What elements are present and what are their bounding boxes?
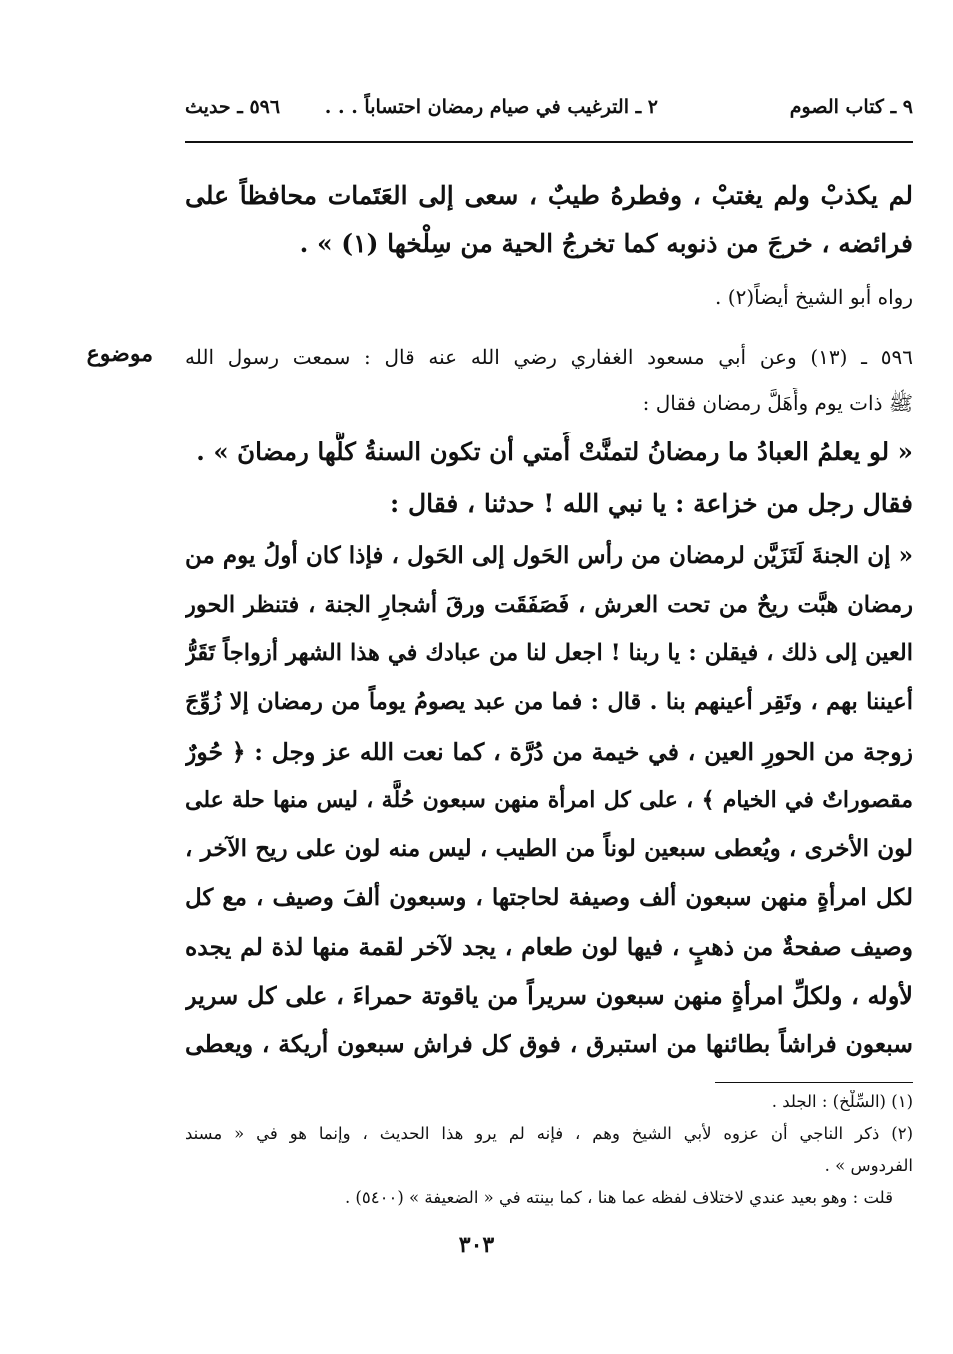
body-line: لون الأخرى ، ويُعطى سبعين لوناً من الطيب ، ليس منه لون على ريح الآخر ، <box>185 835 913 862</box>
hadith-opening-line: ٥٩٦ ـ (١٣) وعن أبي مسعود الغفاري رضي الله عنه قال : سمعت رسول الله <box>185 345 913 369</box>
body-line: العين إلى ذلك ، فيقلن : يا ربنا ! اجعل لنا من عبادك في هذا الشهر أزواجاً تَقَرُّ <box>185 640 913 666</box>
header-hadith-number: ٥٩٦ ـ حديث <box>185 96 281 118</box>
body-line: زوجة من الحورِ العين ، في خيمة من دُرَّة ، كما نعت الله عز وجل : ﴿ حُورٌ <box>185 738 913 766</box>
body-line: أعيننا بهم ، وتَقِر أعينهم بنا . قال : فما من عبد يصومُ يوماً من رمضان إلا زُوِّجَ <box>185 689 913 715</box>
header-rule <box>185 141 913 143</box>
hadith-grade-label: موضوع <box>86 341 153 367</box>
running-header <box>185 96 913 128</box>
body-line: مقصوراتٌ في الخيام ﴾ ، على كل امرأة منهن سبعون حُلَّة ، ليس منها حلة على <box>185 787 913 813</box>
body-line: لكل امرأةٍ منهن سبعون ألف وصيفة لحاجتها ، وسبعون ألفَ وصيف ، مع كل <box>185 884 913 911</box>
attribution-line: رواه أبو الشيخ أيضاً(٢) . <box>715 285 913 309</box>
body-line: سبعون فراشاً بطائنها من استبرق ، فوق كل فراش سبعون أريكة ، ويعطى <box>185 1030 913 1058</box>
body-line: « لو يعلمُ العبادُ ما رمضانُ لتمنَّتْ أُمتي أن تكون السنةُ كلُّها رمضانَ » . <box>196 437 913 466</box>
header-chapter-title: ٢ ـ الترغيب في صيام رمضان احتساباً . . . <box>324 96 658 118</box>
body-line: لأوله ، ولكلِّ امرأةٍ منهن سبعون سريراً من ياقوتة حمراءَ ، على كل سرير <box>185 981 913 1010</box>
footnote-1: (١) (السِّلْخ) : الجلد . <box>771 1092 913 1111</box>
body-line: فرائضه ، خرجَ من ذنوبه كما تخرجُ الحية من سِلْخها (١) » . <box>299 229 913 258</box>
body-line: فقال رجل من خزاعة : يا نبي الله ! حدثنا ، فقال : <box>390 489 913 518</box>
footnote-rule <box>715 1082 913 1083</box>
footnote-2: (٢) ذكر الناجي أن عزوه لأبي الشيخ وهم ، فإنه لم يرو هذا الحديث ، وإنما هو في « مسند <box>185 1124 913 1143</box>
body-line: وصيف صفحةٌ من ذهبٍ ، فيها لون طعام ، يجد لآخر لقمة منها لذة لم يجده <box>185 933 913 961</box>
header-book-title: ٩ ـ كتاب الصوم <box>789 96 913 118</box>
page-number: ٣٠٣ <box>458 1232 495 1258</box>
body-line: لم يكذبْ ولم يغتبْ ، وفطرهُ طيبٌ ، سعى إلى العَتَمات محافظاً على <box>185 181 913 210</box>
body-line: ﷺ ذات يوم وأَهَلَّ رمضان فقال : <box>642 391 913 415</box>
body-line: « إن الجنةَ لَتَزَيَّن لرمضان من رأس الحَول إلى الحَول ، فإذا كان أولُ يوم من <box>185 542 913 569</box>
footnote-2-continued: الفردوس » . <box>824 1156 913 1175</box>
body-line: رمضان هبَّت ريحٌ من تحت العرش ، فَصَفَقَت ورقَ أشجارِ الجنة ، فتنظر الحور <box>185 592 913 618</box>
author-comment: قلت : وهو بعيد عندي لاختلاف لفظه عما هنا ، كما بينته في « الضعيفة » (٥٤٠٠) . <box>344 1188 893 1207</box>
